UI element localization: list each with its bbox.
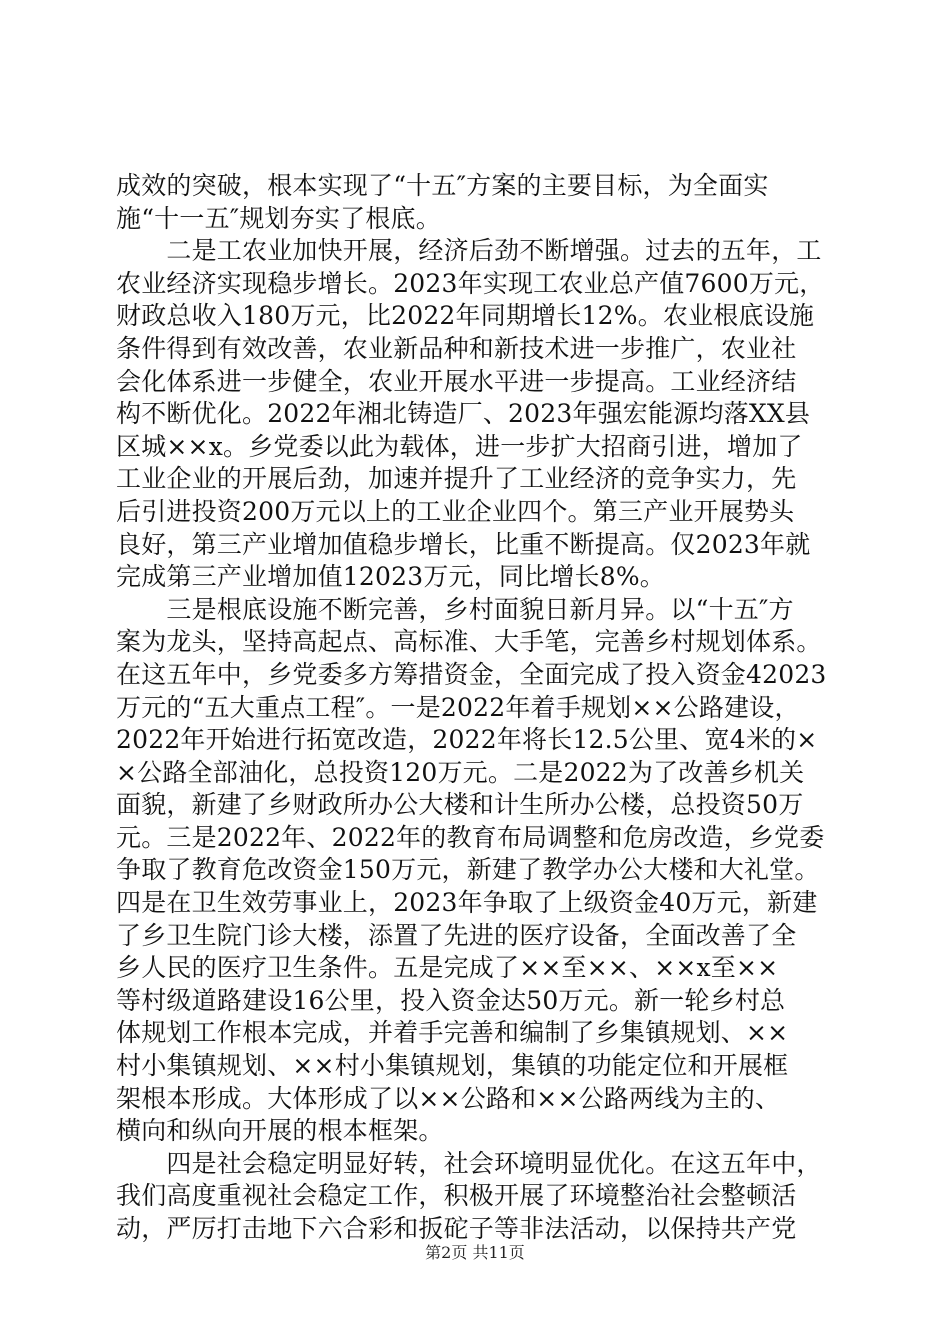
page-footer: 第2页 共11页	[425, 1243, 525, 1262]
text-line: 会化体系进一步健全，农业开展水平进一步提高。工业经济结	[116, 366, 797, 396]
text-line: 四是在卫生效劳事业上，2023年争取了上级资金40万元，新建	[116, 888, 818, 918]
text-line: 面貌，新建了乡财政所办公大楼和计生所办公楼，总投资50万	[116, 790, 804, 820]
text-line: 案为龙头，坚持高起点、高标准、大手笔，完善乡村规划体系。	[116, 627, 822, 657]
body-text	[116, 170, 838, 1246]
text-line: 万元的“五大重点工程″。一是2022年着手规划××公路建设，	[116, 692, 800, 722]
text-line: 横向和纵向开展的根本框架。	[116, 1116, 444, 1146]
text-line: 构不断优化。2022年湘北铸造厂、2023年强宏能源均落XX县	[116, 399, 811, 429]
text-line: 三是根底设施不断完善，乡村面貌日新月异。以“十五″方	[116, 594, 794, 624]
text-line: 施“十一五″规划夯实了根底。	[116, 203, 441, 233]
text-line: 体规划工作根本完成，并着手完善和编制了乡集镇规划、××	[116, 1018, 789, 1048]
text-line: 乡人民的医疗卫生条件。五是完成了××至××、××x至××	[116, 953, 779, 983]
text-line: 了乡卫生院门诊大楼，添置了先进的医疗设备，全面改善了全	[116, 920, 797, 950]
text-line: 村小集镇规划、××村小集镇规划，集镇的功能定位和开展框	[116, 1051, 789, 1081]
text-line: 后引进投资200万元以上的工业企业四个。第三产业开展势头	[116, 496, 795, 526]
text-line: 2022年开始进行拓宽改造，2022年将长12.5公里、宽4米的×	[116, 725, 818, 755]
text-line: 等村级道路建设16公里，投入资金达50万元。新一轮乡村总	[116, 985, 786, 1015]
text-line: 争取了教育危改资金150万元，新建了教学办公大楼和大礼堂。	[116, 855, 820, 885]
text-line: 动，严厉打击地下六合彩和扳砣子等非法活动，以保持共产党	[116, 1214, 797, 1243]
text-line: 工业企业的开展后劲，加速并提升了工业经济的竞争实力，先	[116, 464, 797, 494]
text-line: 架根本形成。大体形成了以××公路和××公路两线为主的、	[116, 1083, 781, 1113]
text-line: 农业经济实现稳步增长。2023年实现工农业总产值7600万元，	[116, 268, 825, 298]
text-line: 成效的突破，根本实现了“十五″方案的主要目标，为全面实	[116, 171, 769, 200]
text-line: 元。三是2022年、2022年的教育布局调整和危房改造，乡党委	[116, 822, 825, 852]
text-line: 财政总收入180万元，比2022年同期增长12%。农业根底设施	[116, 301, 815, 331]
text-line: 良好，第三产业增加值稳步增长，比重不断提高。仅2023年就	[116, 529, 811, 559]
text-line: ×公路全部油化，总投资120万元。二是2022为了改善乡机关	[116, 757, 805, 787]
text-line: 区城××x。乡党委以此为载体，进一步扩大招商引进，增加了	[116, 431, 803, 461]
text-line: 四是社会稳定明显好转，社会环境明显优化。在这五年中，	[116, 1148, 822, 1178]
text-line: 我们高度重视社会稳定工作，积极开展了环境整治社会整顿活	[116, 1181, 797, 1211]
text-line: 完成第三产业增加值12023万元，同比增长8%。	[116, 562, 665, 592]
text-line: 条件得到有效改善，农业新品种和新技术进一步推广，农业社	[116, 333, 797, 363]
text-line: 二是工农业加快开展，经济后劲不断增强。过去的五年，工	[116, 236, 822, 266]
text-line: 在这五年中，乡党委多方筹措资金，全面完成了投入资金42023	[116, 659, 827, 689]
